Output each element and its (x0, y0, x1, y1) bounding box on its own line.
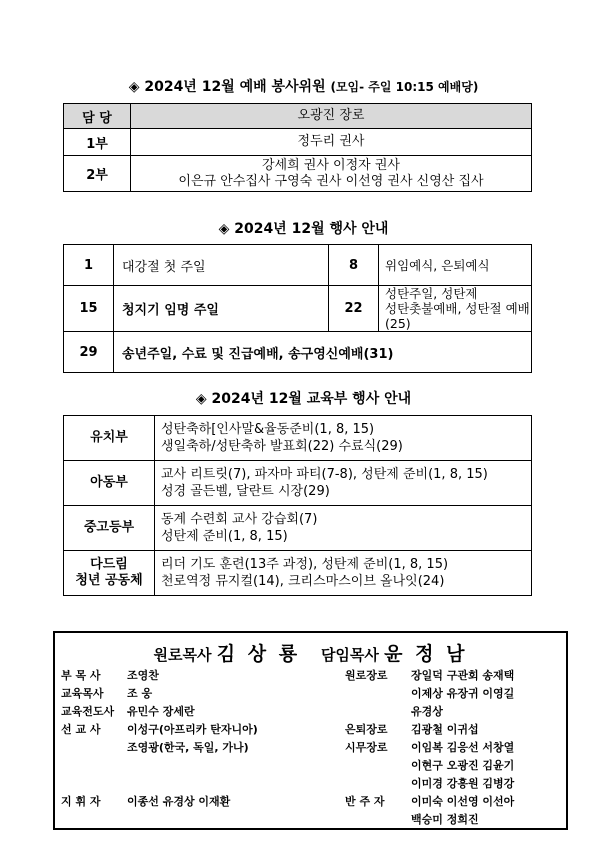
staff-row (61, 793, 230, 809)
dept-label (64, 416, 155, 461)
staff-row (345, 667, 514, 683)
service-volunteers-table (63, 103, 532, 192)
table-row (64, 245, 532, 286)
staff-row (345, 685, 514, 701)
row-value (131, 129, 532, 156)
staff-role: 교육목사 (61, 687, 104, 700)
senior-pastor-name: 김 상 룡 (216, 643, 301, 665)
staff-role: 교육전도사 (61, 705, 115, 718)
dept-events (155, 506, 532, 551)
dept-event-line: 성경 골든벨, 달란트 시장(29) (161, 484, 330, 499)
event-day: 29 (64, 332, 114, 373)
event-day: 1 (64, 245, 114, 286)
staff-names: 이제상 유장귀 이영길 (411, 687, 515, 700)
table-row (64, 332, 532, 373)
dept-label (64, 506, 155, 551)
staff-role: 선 교 사 (61, 723, 101, 736)
staff-names: 이임복 김응선 서창열 (411, 741, 515, 754)
table-row (64, 551, 532, 596)
event-line: 위임예식, 은퇴예식 (385, 257, 490, 273)
dept-event-line: 교사 리트릿(7), 파자마 파티(7-8), 성탄제 준비(1, 8, 15) (161, 467, 488, 482)
dept-event-line: 동계 수련회 교사 강습회(7) (161, 512, 318, 527)
section2-title-text: 2024년 12월 행사 안내 (234, 221, 389, 237)
dept-event-line: 성탄축하[인사말&율동준비(1, 8, 15) (161, 422, 375, 437)
diamond-icon: ◈ (218, 221, 230, 237)
dept-events (155, 461, 532, 506)
event-name: 대강절 첫 주일 (114, 245, 329, 286)
events-table (63, 244, 532, 373)
table-row (64, 104, 532, 129)
staff-names: 유민수 장세란 (127, 705, 195, 718)
table-row (64, 461, 532, 506)
table-row (64, 129, 532, 156)
table-row (64, 416, 532, 461)
dept-label-line: 유치부 (90, 430, 128, 445)
event-day: 8 (329, 245, 379, 286)
staff-row (61, 703, 195, 719)
event-name (379, 245, 532, 286)
dept-event-line: 리더 기도 훈련(13주 과정), 성탄제 준비(1, 8, 15) (161, 557, 449, 572)
staff-role: 원로장로 (345, 669, 388, 682)
table-row (64, 506, 532, 551)
row-value-line: 이은규 안수집사 구영숙 권사 이선영 권사 신영산 집사 (178, 173, 484, 189)
staff-row (345, 775, 514, 791)
section3-title (0, 388, 607, 408)
staff-row (61, 721, 258, 737)
dept-label (64, 461, 155, 506)
head-pastor-title: 담임목사 (320, 646, 379, 664)
staff-names: 조영찬 (127, 669, 159, 682)
staff-role: 반 주 자 (345, 795, 385, 808)
dept-event-line: 성탄제 준비(1, 8, 15) (161, 529, 288, 544)
dept-events (155, 416, 532, 461)
event-name: 송년주일, 수료 및 진급예배, 송구영신예배(31) (114, 332, 532, 373)
row-value-line: 정두리 권사 (297, 134, 365, 149)
dept-label-line: 청년 공동체 (75, 573, 143, 588)
staff-names: 이미경 강흥원 김병강 (411, 777, 515, 790)
dept-events (155, 551, 532, 596)
diamond-icon: ◈ (128, 79, 140, 95)
dept-event-line: 생일축하/성탄축하 발표회(22) 수료식(29) (161, 439, 403, 454)
row-value (131, 156, 532, 192)
staff-row (345, 703, 443, 719)
row-value-line: 강세희 권사 이정자 권사 (262, 157, 400, 173)
staff-row (61, 667, 159, 683)
staff-names: 조 웅 (127, 687, 153, 700)
event-day: 15 (64, 286, 114, 332)
event-day: 22 (329, 286, 379, 332)
table-row (64, 286, 532, 332)
section1-title-text: 2024년 12월 예배 봉사위원 (144, 79, 326, 95)
staff-row (345, 811, 479, 827)
staff-row (345, 793, 514, 809)
staff-row (345, 721, 479, 737)
staff-names: 장일덕 구관회 송재택 (411, 669, 515, 682)
dept-label-line: 아동부 (90, 475, 128, 490)
diamond-icon: ◈ (195, 391, 207, 407)
staff-names: 백승미 정희진 (411, 813, 479, 826)
pastors-line (55, 639, 566, 666)
table-row (64, 156, 532, 192)
dept-event-line: 천로역정 뮤지컬(14), 크리스마스이브 올나잇(24) (161, 574, 445, 589)
dept-label-line: 다드림 (90, 557, 128, 572)
header-label: 담 당 (64, 104, 131, 129)
staff-role: 은퇴장로 (345, 723, 388, 736)
dept-label-line: 중고등부 (83, 520, 135, 535)
staff-box (53, 631, 568, 830)
staff-names: 김광철 이귀섭 (411, 723, 479, 736)
staff-role: 부 목 사 (61, 669, 101, 682)
event-line: 성탄촛불예배, 성탄절 예배(25) (385, 301, 530, 331)
staff-names: 조영광(한국, 독일, 가나) (127, 741, 249, 754)
staff-names: 이종선 유경상 이재환 (127, 795, 231, 808)
section1-title (0, 76, 607, 96)
section2-title (0, 218, 607, 238)
dept-label (64, 551, 155, 596)
staff-names: 이성구(아프리카 탄자니아) (127, 723, 258, 736)
head-pastor-name: 윤 정 남 (384, 643, 468, 665)
row-label: 2부 (64, 156, 131, 192)
staff-names: 이미숙 이선영 이선아 (411, 795, 515, 808)
staff-names: 유경상 (411, 705, 443, 718)
section1-note: (모임- 주일 10:15 예배당) (330, 80, 479, 94)
staff-names: 이현구 오광진 김윤기 (411, 759, 515, 772)
section3-title-text: 2024년 12월 교육부 행사 안내 (211, 391, 412, 407)
staff-role: 시무장로 (345, 741, 388, 754)
senior-pastor-title: 원로목사 (153, 646, 212, 664)
staff-row (61, 739, 249, 755)
staff-row (345, 757, 514, 773)
staff-role: 지 휘 자 (61, 795, 101, 808)
event-line: 성탄주일, 성탄제 (385, 286, 478, 301)
row-label: 1부 (64, 129, 131, 156)
event-name (379, 286, 532, 332)
event-name: 청지기 임명 주일 (114, 286, 329, 332)
staff-row (345, 739, 514, 755)
education-events-table (63, 415, 532, 596)
staff-row (61, 685, 152, 701)
header-value: 오광진 장로 (131, 104, 532, 129)
